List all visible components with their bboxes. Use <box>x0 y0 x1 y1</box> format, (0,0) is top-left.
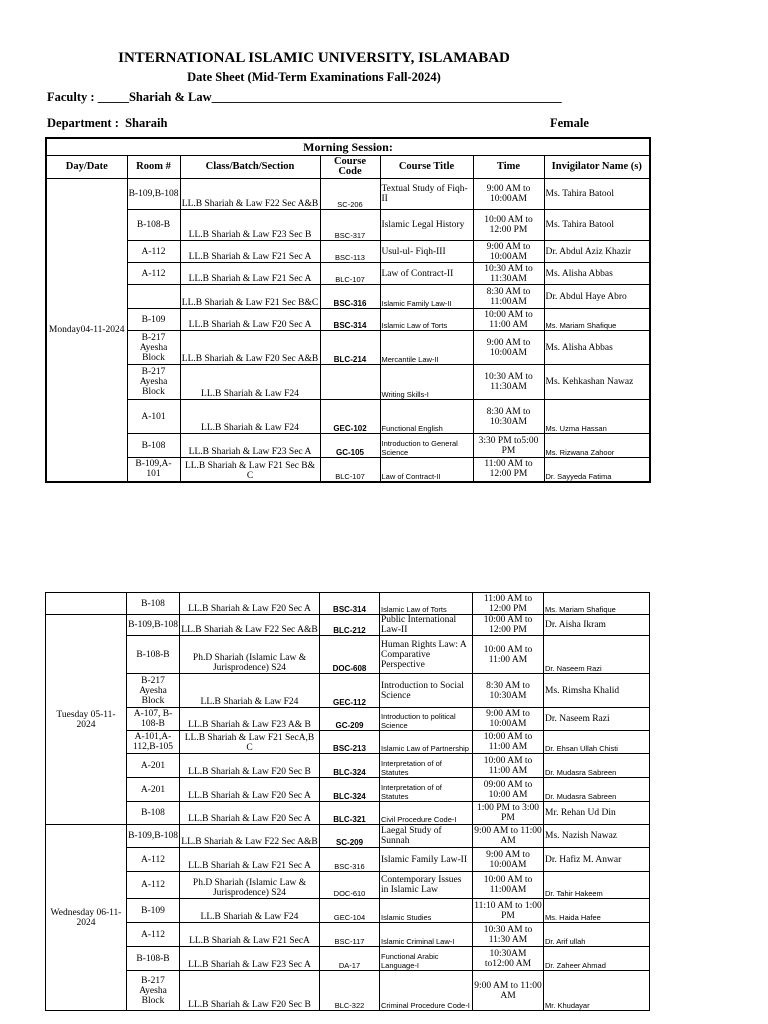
time-cell: 8:30 AM to 10:30AM <box>473 674 544 708</box>
class-cell: LL.B Shariah & Law F21 Sec A <box>180 848 320 872</box>
course-title-cell: Public International Law-II <box>380 615 473 636</box>
day-cell-tuesday: Tuesday 05-11-2024 <box>46 615 127 825</box>
table-row <box>46 754 650 778</box>
course-code-cell: BSC-113 <box>320 241 380 263</box>
time-cell: 10:00 AM to 11:00 AM <box>473 636 544 674</box>
time-cell: 09:00 AM to 10:00 AM <box>473 778 544 802</box>
time-cell: 9:00 AM to 11:00 AM <box>473 971 544 1011</box>
invigilator-cell: Ms. Mariam Shafique <box>544 593 650 615</box>
class-cell: Ph.D Shariah (Islamic Law & Jurisprodence) S24 <box>180 872 320 899</box>
day-cell-monday: Monday04-11-2024 <box>46 179 127 482</box>
department-label: Department : <box>47 116 119 130</box>
course-title-cell: Laegal Study of Sunnah <box>380 825 473 848</box>
time-cell: 10:00 AM to 12:00 PM <box>473 210 544 241</box>
room-cell: B-108 <box>127 593 180 615</box>
course-title-cell: Islamic Law of Torts <box>380 593 473 615</box>
course-code-cell: BLC-107 <box>320 458 380 482</box>
time-cell: 10:00 AM to 11:00AM <box>473 872 544 899</box>
course-code-cell: GC-209 <box>320 708 380 731</box>
invigilator-cell: Ms. Haida Hafee <box>544 899 650 923</box>
class-cell: LL.B Shariah & Law F22 Sec A&B <box>180 615 320 636</box>
time-cell: 9:00 AM to 10:00AM <box>473 331 544 365</box>
class-cell: LL.B Shariah & Law F24 <box>180 365 320 400</box>
course-code-cell: BLC-322 <box>320 971 380 1011</box>
class-cell: LL.B Shariah & Law F21 Sec B&C <box>180 285 320 309</box>
room-cell: B-109 <box>127 309 180 331</box>
col-header-class: Class/Batch/Section <box>180 156 320 179</box>
room-cell: A-112 <box>127 872 180 899</box>
class-cell: LL.B Shariah & Law F21 Sec B& C <box>180 458 320 482</box>
time-cell: 9:00 AM to 10:00AM <box>473 708 544 731</box>
time-cell: 10:30 AM to 11:30AM <box>473 263 544 285</box>
course-code-cell: BSC-117 <box>320 923 380 947</box>
table-row <box>46 285 650 309</box>
course-title-cell: Interpretation of of Statutes <box>380 754 473 778</box>
course-title-cell: Islamic Law of Partnership <box>380 731 473 754</box>
time-cell: 9:00 AM to 11:00 AM <box>474 826 542 846</box>
course-code-cell: BSC-317 <box>320 210 380 241</box>
course-title-cell: Writing Skills-I <box>380 365 473 400</box>
invigilator-cell: Ms. Rizwana Zahoor <box>544 434 650 458</box>
room-cell: B-109,B-108 <box>127 615 180 636</box>
col-header-code: Course Code <box>320 156 380 179</box>
course-code-cell: GEC-102 <box>320 400 380 434</box>
course-title-cell: Islamic Family Law-II <box>380 848 473 872</box>
time-cell: 9:00 AM to 10:00AM <box>473 179 544 210</box>
invigilator-cell: Ms. Tahira Batool <box>544 210 650 241</box>
course-code-cell: GEC-104 <box>320 899 380 923</box>
course-code-cell: BLC-107 <box>320 263 380 285</box>
table-row <box>46 309 650 331</box>
room-cell: B-108 <box>127 434 180 458</box>
table-row <box>46 331 650 365</box>
invigilator-cell: Dr. Naseem Razi <box>544 708 650 731</box>
room-cell: B-217 Ayesha Block <box>127 674 180 708</box>
course-title-cell: Introduction to Social Science <box>380 674 473 708</box>
table-row <box>46 636 650 674</box>
table-row <box>46 802 650 825</box>
class-cell: LL.B Shariah & Law F21 Sec A <box>180 263 320 285</box>
invigilator-cell: Dr. Naseem Razi <box>544 636 650 674</box>
time-cell: 1:00 PM to 3:00 PM <box>473 802 544 825</box>
class-cell: LL.B Shariah & Law F20 Sec A <box>180 778 320 802</box>
time-cell: 9:00 AM to 10:00AM <box>473 241 544 263</box>
table-row <box>46 458 650 482</box>
invigilator-cell: Ms. Tahira Batool <box>544 179 650 210</box>
course-title-cell: Islamic Family Law-II <box>380 285 473 309</box>
class-cell: LL.B Shariah & Law F24 <box>180 899 320 923</box>
room-cell: A-201 <box>127 778 180 802</box>
course-title-cell: Islamic Studies <box>380 899 473 923</box>
time-cell: 10:00 AM to 12:00 PM <box>473 615 544 636</box>
col-header-time: Time <box>473 156 544 179</box>
table-row <box>46 947 650 971</box>
course-code-cell: GEC-112 <box>320 674 380 708</box>
class-cell: LL.B Shariah & Law F20 Sec B <box>180 754 320 778</box>
invigilator-cell: Mr. Khudayar <box>544 971 650 1011</box>
invigilator-cell: Dr. Ehsan Ullah Chisti <box>544 731 650 754</box>
course-code-cell <box>320 365 380 400</box>
class-cell: LL.B Shariah & Law F24 <box>180 400 320 434</box>
class-cell: LL.B Shariah & Law F20 Sec A <box>180 802 320 825</box>
time-cell: 9:00 AM to 10:00AM <box>473 848 544 872</box>
time-cell: 3:30 PM to5:00 PM <box>473 434 544 458</box>
room-cell: B-109,B-108 <box>127 825 180 848</box>
table-row <box>46 210 650 241</box>
room-cell: A-101,A-112,B-105 <box>127 731 180 754</box>
course-title-cell: Interpretation of of Statutes <box>380 778 473 802</box>
table-row <box>46 778 650 802</box>
course-title-cell: Introduction to political Science <box>380 708 473 731</box>
invigilator-cell: Dr. Aisha Ikram <box>544 615 650 636</box>
table-row <box>46 708 650 731</box>
course-code-cell: BLC-212 <box>320 615 380 636</box>
room-cell: B-217 Ayesha Block <box>127 971 180 1011</box>
class-cell: LL.B Shariah & Law F24 <box>180 674 320 708</box>
course-title-cell: Islamic Criminal Law-I <box>380 923 473 947</box>
table-row <box>46 434 650 458</box>
time-cell: 10:30 AM to 11:30 AM <box>473 923 544 947</box>
time-cell: 11:00 AM to 12:00 PM <box>473 593 544 615</box>
room-cell <box>127 285 180 309</box>
table-row <box>46 899 650 923</box>
invigilator-cell: Dr. Hafiz M. Anwar <box>544 848 650 872</box>
class-cell: LL.B Shariah & Law F23 Sec A <box>180 947 320 971</box>
course-code-cell: BLC-321 <box>320 802 380 825</box>
course-code-cell: DOC-610 <box>320 872 380 899</box>
class-cell: LL.B Shariah & Law F23 Sec A <box>180 434 320 458</box>
table-row <box>46 731 650 754</box>
day-cell-empty <box>46 593 127 615</box>
time-cell: 10:00 AM to 11:00 AM <box>473 754 544 778</box>
course-code-cell: BLC-324 <box>320 778 380 802</box>
room-cell: B-108-B <box>127 947 180 971</box>
document-subtitle: Date Sheet (Mid-Term Examinations Fall-2024) <box>187 70 441 84</box>
invigilator-cell: Dr. Zaheer Ahmad <box>544 947 650 971</box>
course-title-cell: Textual Study of Fiqh-II <box>380 179 473 210</box>
course-code-cell: BLC-324 <box>320 754 380 778</box>
room-cell: B-109,A-101 <box>127 458 180 482</box>
gender-label: Female <box>550 116 589 130</box>
page-break <box>0 485 768 585</box>
table-row <box>46 848 650 872</box>
course-title-cell: Civil Procedure Code-I <box>380 802 473 825</box>
course-code-cell: BSC-314 <box>320 309 380 331</box>
room-cell: B-108-B <box>127 636 180 674</box>
course-title-cell: Law of Contract-II <box>380 458 473 482</box>
course-code-cell: SC-206 <box>320 179 380 210</box>
room-cell: B-217 Ayesha Block <box>127 365 180 400</box>
invigilator-cell: Ms. Mariam Shafique <box>544 309 650 331</box>
course-code-cell: SC-209 <box>320 825 380 848</box>
room-cell: B-108-B <box>127 210 180 241</box>
room-cell: B-109 <box>127 899 180 923</box>
course-title-cell: Human Rights Law: A Comparative Perspective <box>380 636 473 674</box>
invigilator-cell: Dr. Sayyeda Fatima <box>544 458 650 482</box>
room-cell: A-112 <box>127 848 180 872</box>
course-code-cell: DOC-608 <box>320 636 380 674</box>
course-title-cell: Islamic Legal History <box>380 210 473 241</box>
department-value: Sharaih <box>125 116 168 130</box>
invigilator-cell: Dr. Mudasra Sabreen <box>544 754 650 778</box>
col-header-title: Course Title <box>380 156 473 179</box>
room-cell: A-112 <box>127 263 180 285</box>
day-cell-wednesday: Wednesday 06-11-2024 <box>46 825 127 1011</box>
faculty-label: Faculty : <box>47 90 95 104</box>
class-cell: LL.B Shariah & Law F20 Sec B <box>180 971 320 1011</box>
room-cell: B-108 <box>127 802 180 825</box>
course-code-cell: BSC-316 <box>320 848 380 872</box>
course-code-cell: BSC-314 <box>320 593 380 615</box>
invigilator-cell: Ms. Alisha Abbas <box>544 331 650 365</box>
class-cell: LL.B Shariah & Law F22 Sec A&B <box>180 179 320 210</box>
time-cell: 11:10 AM to 1:00 PM <box>474 900 542 921</box>
time-cell: 10:30 AM to 11:30AM <box>473 365 544 400</box>
time-cell: 8:30 AM to 10:30AM <box>473 400 544 434</box>
time-cell: 10:00 AM to 11:00 AM <box>473 731 544 754</box>
table-row <box>46 263 650 285</box>
course-title-cell: Functional English <box>380 400 473 434</box>
course-title-cell: Mercantile Law-II <box>380 331 473 365</box>
table-row <box>46 615 650 636</box>
table-row <box>46 365 650 400</box>
course-title-cell: Functional Arabic Language-I <box>380 947 473 971</box>
course-title-cell: Usul-ul- Fiqh-III <box>380 241 473 263</box>
course-code-cell: DA-17 <box>320 947 380 971</box>
table-row <box>46 400 650 434</box>
class-cell: LL.B Shariah & Law F21 SecA <box>180 923 320 947</box>
invigilator-cell: Mr. Rehan Ud Din <box>544 802 650 825</box>
course-title-cell: Criminal Procedure Code-I <box>380 971 473 1011</box>
table-row <box>46 179 650 210</box>
room-cell: B-217 Ayesha Block <box>127 331 180 365</box>
course-title-cell: Contemporary Issues in Islamic Law <box>380 872 473 899</box>
faculty-line <box>47 90 562 105</box>
class-cell: LL.B Shariah & Law F22 Sec A&B <box>180 825 320 848</box>
room-cell: A-107, B-108-B <box>127 708 180 731</box>
table-row <box>46 593 650 615</box>
time-cell: 10:30AM to12:00 AM <box>473 947 544 971</box>
room-cell: A-112 <box>127 241 180 263</box>
table-row <box>46 872 650 899</box>
course-code-cell: GC-105 <box>320 434 380 458</box>
invigilator-cell: Dr. Mudasra Sabreen <box>544 778 650 802</box>
time-cell: 11:00 AM to 12:00 PM <box>473 458 544 482</box>
class-cell: Ph.D Shariah (Islamic Law & Jurisprodence) S24 <box>180 636 320 674</box>
invigilator-cell: Dr. Abdul Haye Abro <box>544 285 650 309</box>
course-title-cell: Islamic Law of Torts <box>380 309 473 331</box>
university-title: INTERNATIONAL ISLAMIC UNIVERSITY, ISLAMABAD <box>118 50 510 66</box>
header-row <box>46 156 650 179</box>
class-cell: LL.B Shariah & Law F23 Sec B <box>180 210 320 241</box>
invigilator-cell: Dr. Abdul Aziz Khazir <box>544 241 650 263</box>
class-cell: LL.B Shariah & Law F20 Sec A&B <box>180 331 320 365</box>
department-line <box>47 116 168 131</box>
invigilator-cell: Ms. Kehkashan Nawaz <box>544 365 650 400</box>
faculty-value: _____Shariah & Law________________________________________________________ <box>97 90 562 104</box>
session-title: Morning Session: <box>46 138 650 156</box>
invigilator-cell: Ms. Nazish Nawaz <box>544 825 650 848</box>
class-cell: LL.B Shariah & Law F20 Sec A <box>180 593 320 615</box>
room-cell: A-201 <box>127 754 180 778</box>
course-code-cell: BSC-213 <box>320 731 380 754</box>
class-cell: LL.B Shariah & Law F21 SecA,B C <box>180 731 320 754</box>
table-row <box>46 971 650 1011</box>
room-cell: B-109,B-108 <box>127 179 180 210</box>
invigilator-cell: Dr. Tahir Hakeem <box>544 872 650 899</box>
table-row <box>46 923 650 947</box>
course-code-cell: BLC-214 <box>320 331 380 365</box>
table-row <box>46 825 650 848</box>
time-cell: 8:30 AM to 11:00AM <box>473 285 544 309</box>
invigilator-cell: Ms. Alisha Abbas <box>544 263 650 285</box>
invigilator-cell: Dr. Arif ullah <box>544 923 650 947</box>
invigilator-cell: Ms. Uzma Hassan <box>544 400 650 434</box>
col-header-room: Room # <box>127 156 180 179</box>
room-cell: A-101 <box>127 400 180 434</box>
time-cell: 10:00 AM to 11:00 AM <box>473 309 544 331</box>
schedule-table-continued <box>45 592 650 1011</box>
course-title-cell: Law of Contract-II <box>380 263 473 285</box>
invigilator-cell: Ms. Rimsha Khalid <box>544 674 650 708</box>
room-cell: A-112 <box>127 923 180 947</box>
table-row <box>46 674 650 708</box>
class-cell: LL.B Shariah & Law F21 Sec A <box>180 241 320 263</box>
col-header-invigilator: Invigilator Name (s) <box>544 156 650 179</box>
morning-session-table <box>45 137 651 483</box>
course-code-cell: BSC-316 <box>320 285 380 309</box>
col-header-day: Day/Date <box>46 156 127 179</box>
class-cell: LL.B Shariah & Law F23 A& B <box>180 708 320 731</box>
table-row <box>46 241 650 263</box>
course-title-cell: Introduction to General Science <box>380 434 473 458</box>
class-cell: LL.B Shariah & Law F20 Sec A <box>180 309 320 331</box>
